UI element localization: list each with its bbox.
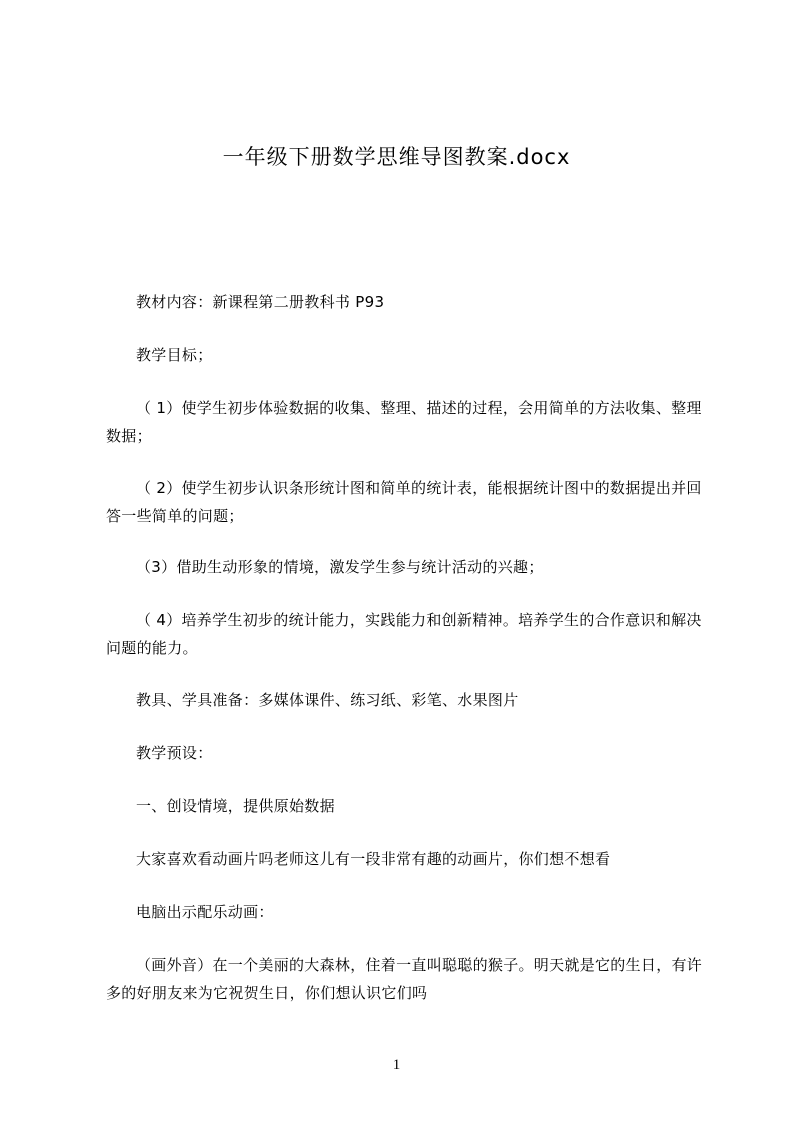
paragraph-objective-1: （ 1）使学生初步体验数据的收集、整理、描述的过程，会用简单的方法收集、整理数据； bbox=[106, 399, 702, 445]
paragraph-materials-prep: 教具、学具准备：多媒体课件、练习纸、彩笔、水果图片 bbox=[136, 691, 519, 709]
paragraph-intro-question: 大家喜欢看动画片吗老师这儿有一段非常有趣的动画片，你们想不想看 bbox=[136, 850, 611, 868]
paragraph-material: 教材内容：新课程第二册教科书 P93 bbox=[136, 293, 385, 311]
paragraph-objectives-heading: 教学目标； bbox=[136, 346, 213, 364]
paragraph-animation-show: 电脑出示配乐动画： bbox=[136, 903, 274, 921]
document-title: 一年级下册数学思维导图教案.docx bbox=[222, 145, 571, 169]
paragraph-teaching-plan: 教学预设： bbox=[136, 744, 213, 762]
paragraph-section-1-heading: 一、创设情境，提供原始数据 bbox=[136, 797, 335, 815]
paragraph-objective-4: （ 4）培养学生初步的统计能力，实践能力和创新精神。培养学生的合作意识和解决问题的能力。 bbox=[106, 611, 702, 657]
page-number: 1 bbox=[392, 1057, 401, 1073]
paragraph-objective-2: （ 2）使学生初步认识条形统计图和简单的统计表，能根据统计图中的数据提出并回答一些简单的问题； bbox=[106, 479, 702, 525]
paragraph-objective-3: （3）借助生动形象的情境，激发学生参与统计活动的兴趣； bbox=[136, 558, 544, 576]
paragraph-voiceover: （画外音）在一个美丽的大森林，住着一直叫聪聪的猴子。明天就是它的生日，有许多的好朋友来为它祝贺生日，你们想认识它们吗 bbox=[106, 956, 703, 1002]
